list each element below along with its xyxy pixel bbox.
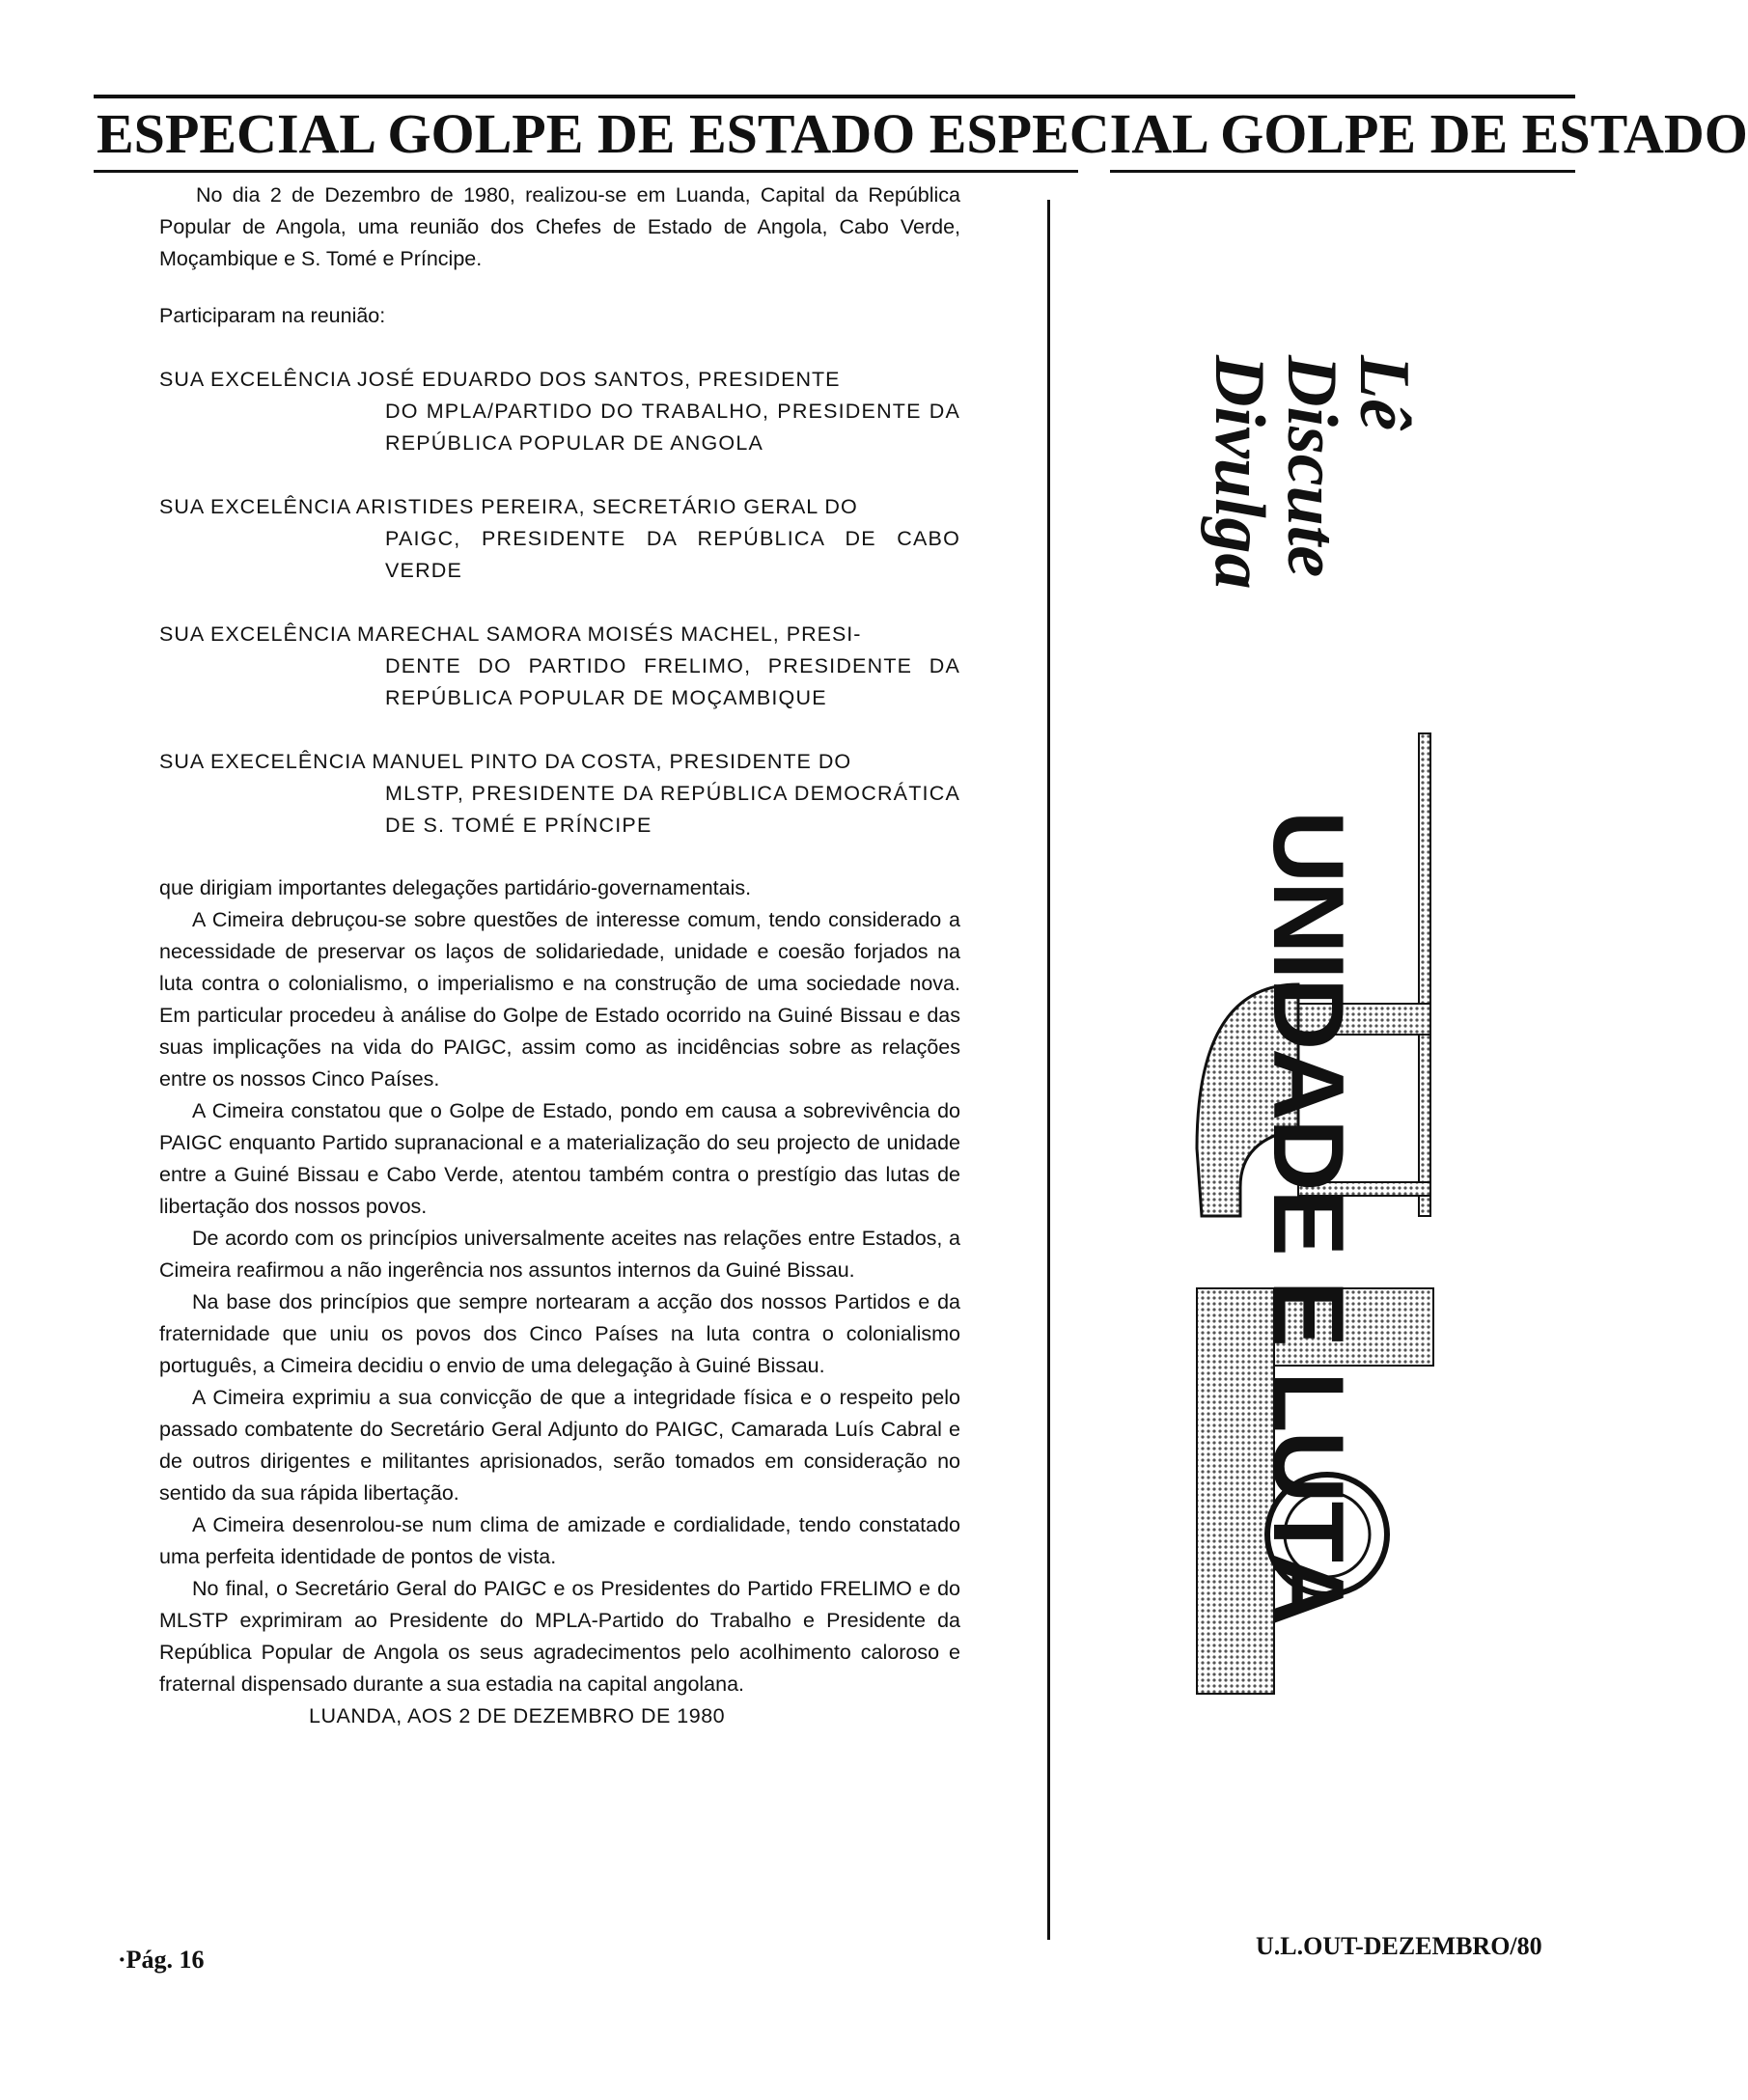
participants-label: Participaram na reunião: (159, 304, 386, 327)
body-paragraph: Na base dos princípios que sempre nortearam a acção dos nossos Partidos e da fraternidade que uniu os povos dos Cinco Países na luta contra o colonialismo português, a Cimeira decidiu o envio de uma delegação à Guiné Bissau. (159, 1290, 960, 1377)
slogan-line: Lê (1345, 355, 1424, 431)
slogan-block (1173, 347, 1424, 637)
participant-entry (159, 491, 960, 587)
body-paragraph: De acordo com os princípios universalmente aceites nas relações entre Estados, a Cimeira reafirmou a não ingerência nos assuntos internos da Guiné Bissau. (159, 1227, 960, 1282)
column-divider (1047, 200, 1050, 1940)
logo-graphic (1182, 733, 1472, 1718)
participant-entry (159, 364, 960, 459)
article-body (159, 872, 960, 1700)
body-paragraph: A Cimeira exprimiu a sua convicção de que a integridade física e o respeito pelo passado combatente do Secretário Geral Adjunto do PAIGC, Camarada Luís Cabral e de outros dirigentes e militantes aprisionados, serão tomados em consideração no sentido da sua rápida libertação. (159, 1386, 960, 1505)
participant-detail: DO MPLA/PARTIDO DO TRABALHO, PRESIDENTE DA REPÚBLICA POPULAR DE ANGOLA (385, 400, 960, 455)
participant-detail: MLSTP, PRESIDENTE DA REPÚBLICA DEMOCRÁTICA DE S. TOMÉ E PRÍNCIPE (385, 782, 960, 837)
issue-label: U.L.OUT-DEZEMBRO/80 (1256, 1932, 1542, 1960)
participant-lead: SUA EXCELÊNCIA JOSÉ EDUARDO DOS SANTOS, PRESIDENTE (159, 368, 841, 391)
participant-detail: PAIGC, PRESIDENTE DA REPÚBLICA DE CABO VERDE (385, 527, 960, 582)
slogan-graphic (1173, 347, 1424, 637)
top-rule (94, 95, 1575, 98)
closing-dateline: LUANDA, AOS 2 DE DEZEMBRO DE 1980 (309, 1704, 726, 1727)
headline-underline-right (1110, 170, 1575, 173)
body-paragraph: que dirigiam importantes delegações partidário-governamentais. (159, 876, 752, 899)
body-paragraph: A Cimeira constatou que o Golpe de Estado, pondo em causa a sobrevivência do PAIGC enquanto Partido supranacional e a materialização do seu projecto de unidade entre a Guiné Bissau e Cabo Verde, atentou também contra o prestígio das lutas de libertação dos nossos povos. (159, 1099, 960, 1218)
unidade-e-luta-logo (1182, 733, 1472, 1718)
page-headline: ESPECIAL GOLPE DE ESTADO ESPECIAL GOLPE DE ESTADO (97, 102, 1748, 165)
intro-paragraph: No dia 2 de Dezembro de 1980, realizou-se em Luanda, Capital da República Popular de Angola, uma reunião dos Chefes de Estado de Angola, Cabo Verde, Moçambique e S. Tomé e Príncipe. (159, 183, 960, 270)
body-paragraph: No final, o Secretário Geral do PAIGC e os Presidentes do Partido FRELIMO e do MLSTP exprimiram ao Presidente do MPLA-Partido do Trabalho e Presidente da República Popular de Angola os seus agradecimentos pelo acolhimento caloroso e fraternal dispensado durante a sua estadia na capital angolana. (159, 1577, 960, 1696)
slogan-line: Divulga (1200, 355, 1279, 590)
participant-entry (159, 619, 960, 714)
page-number: ·Pág. 16 (118, 1946, 205, 1974)
participant-entry (159, 746, 960, 842)
body-paragraph: A Cimeira debruçou-se sobre questões de interesse comum, tendo considerado a necessidade de preservar os laços de solidariedade, unidade e coesão forjados na luta contra o colonialismo, o imperialismo e na construção de uma sociedade nova. Em particular procedeu à análise do Golpe de Estado ocorrido na Guiné Bissau e das suas implicações na vida do PAIGC, assim como as incidências sobre as relações entre os nossos Cinco Países. (159, 908, 960, 1091)
participant-lead: SUA EXCELÊNCIA ARISTIDES PEREIRA, SECRETÁRIO GERAL DO (159, 495, 858, 518)
participant-detail: DENTE DO PARTIDO FRELIMO, PRESIDENTE DA REPÚBLICA POPULAR DE MOÇAMBIQUE (385, 654, 960, 709)
logo-wordmark: UNIDADE E LUTA (1252, 811, 1364, 1624)
participant-lead: SUA EXCELÊNCIA MARECHAL SAMORA MOISÉS MACHEL, PRESI- (159, 622, 862, 646)
article-column (159, 180, 960, 1732)
body-paragraph: A Cimeira desenrolou-se num clima de amizade e cordialidade, tendo constatado uma perfeita identidade de pontos de vista. (159, 1513, 960, 1568)
headline-underline (94, 170, 1078, 173)
logo-bar (1419, 733, 1430, 1216)
participant-lead: SUA EXECELÊNCIA MANUEL PINTO DA COSTA, PRESIDENTE DO (159, 750, 852, 773)
slogan-line: Discute (1272, 355, 1351, 578)
